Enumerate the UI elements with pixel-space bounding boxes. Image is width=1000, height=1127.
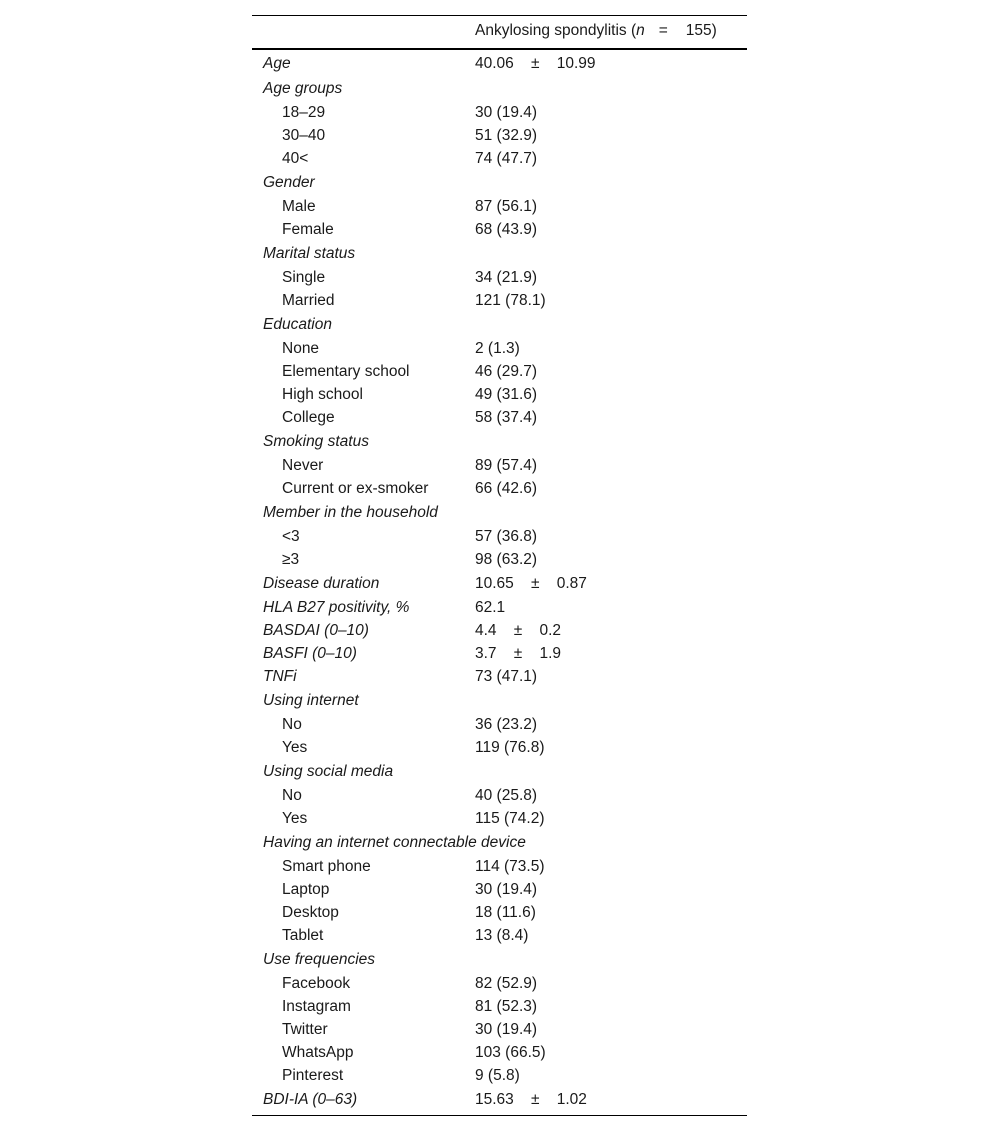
row-label: BASFI (0–10) <box>263 645 357 662</box>
row-value: 68 (43.9) <box>475 221 538 238</box>
row-label: No <box>282 787 302 804</box>
table-row <box>252 1087 747 1112</box>
table-row <box>252 642 747 665</box>
table-row <box>252 878 747 901</box>
row-label: Yes <box>282 739 308 756</box>
table-row <box>252 195 747 218</box>
table-row <box>252 688 747 713</box>
row-value: 30 (19.4) <box>475 881 538 898</box>
row-value: 115 (74.2) <box>475 810 545 827</box>
table-row <box>252 312 747 337</box>
row-label: Tablet <box>282 927 324 944</box>
table-row <box>252 855 747 878</box>
table-row <box>252 406 747 429</box>
table-row <box>252 619 747 642</box>
row-group-label: Marital status <box>263 245 356 262</box>
table-row <box>252 76 747 101</box>
row-value: 10.65 ± 0.87 <box>475 575 587 592</box>
table-row <box>252 759 747 784</box>
table-row <box>252 665 747 688</box>
row-value: 81 (52.3) <box>475 998 538 1015</box>
row-value: 98 (63.2) <box>475 551 538 568</box>
row-label: Male <box>282 198 316 215</box>
row-value: 46 (29.7) <box>475 363 538 380</box>
table-row <box>252 51 747 76</box>
table-row <box>252 360 747 383</box>
row-label: No <box>282 716 302 733</box>
table-body <box>252 50 747 1112</box>
row-value: 103 (66.5) <box>475 1044 546 1061</box>
row-label: High school <box>282 386 363 403</box>
table-row <box>252 1064 747 1087</box>
row-value: 66 (42.6) <box>475 480 538 497</box>
row-label: 30–40 <box>282 127 326 144</box>
table-row <box>252 289 747 312</box>
row-label: Elementary school <box>282 363 410 380</box>
row-value: 15.63 ± 1.02 <box>475 1091 587 1108</box>
row-value: 114 (73.5) <box>475 858 545 875</box>
row-value: 40.06 ± 10.99 <box>475 55 596 72</box>
row-value: 34 (21.9) <box>475 269 538 286</box>
row-value: 74 (47.7) <box>475 150 538 167</box>
row-group-label: Education <box>263 316 332 333</box>
row-label: Never <box>282 457 324 474</box>
row-label: Female <box>282 221 334 238</box>
table-row <box>252 454 747 477</box>
row-group-label: Use frequencies <box>263 951 376 968</box>
row-value: 40 (25.8) <box>475 787 538 804</box>
row-value: 87 (56.1) <box>475 198 538 215</box>
table-row <box>252 525 747 548</box>
row-value: 4.4 ± 0.2 <box>475 622 562 639</box>
table-row <box>252 500 747 525</box>
header-eq: = <box>658 22 668 39</box>
row-label: Instagram <box>282 998 351 1015</box>
row-value: 9 (5.8) <box>475 1067 520 1084</box>
row-label: Age <box>263 55 291 72</box>
table-row <box>252 429 747 454</box>
row-value: 18 (11.6) <box>475 904 536 921</box>
table-row <box>252 713 747 736</box>
row-group-label: Smoking status <box>263 433 369 450</box>
table-row <box>252 571 747 596</box>
row-label: Disease duration <box>263 575 380 592</box>
row-label: Laptop <box>282 881 330 898</box>
table-row <box>252 972 747 995</box>
table-row <box>252 548 747 571</box>
column-header-ankylosing-spondylitis <box>475 22 717 40</box>
table-row <box>252 241 747 266</box>
row-label: Single <box>282 269 326 286</box>
row-value: 2 (1.3) <box>475 340 520 357</box>
table-row <box>252 947 747 972</box>
table-row <box>252 995 747 1018</box>
table-row <box>252 383 747 406</box>
row-label: WhatsApp <box>282 1044 354 1061</box>
row-label: HLA B27 positivity, % <box>263 599 410 616</box>
table-row <box>252 101 747 124</box>
row-group-label: Age groups <box>263 80 343 97</box>
row-label: Married <box>282 292 335 309</box>
table-row <box>252 1018 747 1041</box>
table-row <box>252 147 747 170</box>
row-value: 3.7 ± 1.9 <box>475 645 562 662</box>
row-value: 121 (78.1) <box>475 292 546 309</box>
row-group-label: Having an internet connectable device <box>263 834 526 851</box>
table-row <box>252 124 747 147</box>
row-label: 18–29 <box>282 104 326 121</box>
row-label: ≥3 <box>282 551 300 568</box>
row-label: BDI-IA (0–63) <box>263 1091 358 1108</box>
row-group-label: Using social media <box>263 763 394 780</box>
table-row <box>252 901 747 924</box>
row-value: 30 (19.4) <box>475 1021 538 1038</box>
table-header <box>252 16 747 50</box>
row-label: Facebook <box>282 975 351 992</box>
row-label: None <box>282 340 320 357</box>
table-row <box>252 337 747 360</box>
table-row <box>252 596 747 619</box>
row-label: Current or ex-smoker <box>282 480 429 497</box>
table-row <box>252 830 747 855</box>
row-label: 40< <box>282 150 309 167</box>
row-value: 49 (31.6) <box>475 386 538 403</box>
characteristics-table <box>252 15 747 1116</box>
row-value: 73 (47.1) <box>475 668 538 685</box>
table-row <box>252 1041 747 1064</box>
table-row <box>252 736 747 759</box>
row-group-label: Member in the household <box>263 504 438 521</box>
table-bottom-rule <box>252 1115 747 1116</box>
row-label: <3 <box>282 528 300 545</box>
row-label: College <box>282 409 335 426</box>
row-value: 36 (23.2) <box>475 716 538 733</box>
header-n: n <box>636 22 645 39</box>
table-row <box>252 170 747 195</box>
row-label: Twitter <box>282 1021 328 1038</box>
row-value: 57 (36.8) <box>475 528 538 545</box>
row-value: 82 (52.9) <box>475 975 538 992</box>
table-row <box>252 266 747 289</box>
row-label: Desktop <box>282 904 339 921</box>
table-row <box>252 807 747 830</box>
row-value: 62.1 <box>475 599 506 616</box>
row-label: BASDAI (0–10) <box>263 622 369 639</box>
row-label: TNFi <box>263 668 297 685</box>
table-row <box>252 924 747 947</box>
row-value: 51 (32.9) <box>475 127 538 144</box>
row-value: 89 (57.4) <box>475 457 538 474</box>
table-row <box>252 218 747 241</box>
row-label: Yes <box>282 810 308 827</box>
row-value: 13 (8.4) <box>475 927 529 944</box>
row-value: 119 (76.8) <box>475 739 545 756</box>
row-label: Smart phone <box>282 858 371 875</box>
row-group-label: Gender <box>263 174 315 191</box>
row-label: Pinterest <box>282 1067 344 1084</box>
table-row <box>252 784 747 807</box>
header-value: 155) <box>685 22 717 39</box>
row-value: 30 (19.4) <box>475 104 538 121</box>
row-group-label: Using internet <box>263 692 359 709</box>
header-prefix: Ankylosing spondylitis ( <box>475 22 637 39</box>
row-value: 58 (37.4) <box>475 409 538 426</box>
table-row <box>252 477 747 500</box>
